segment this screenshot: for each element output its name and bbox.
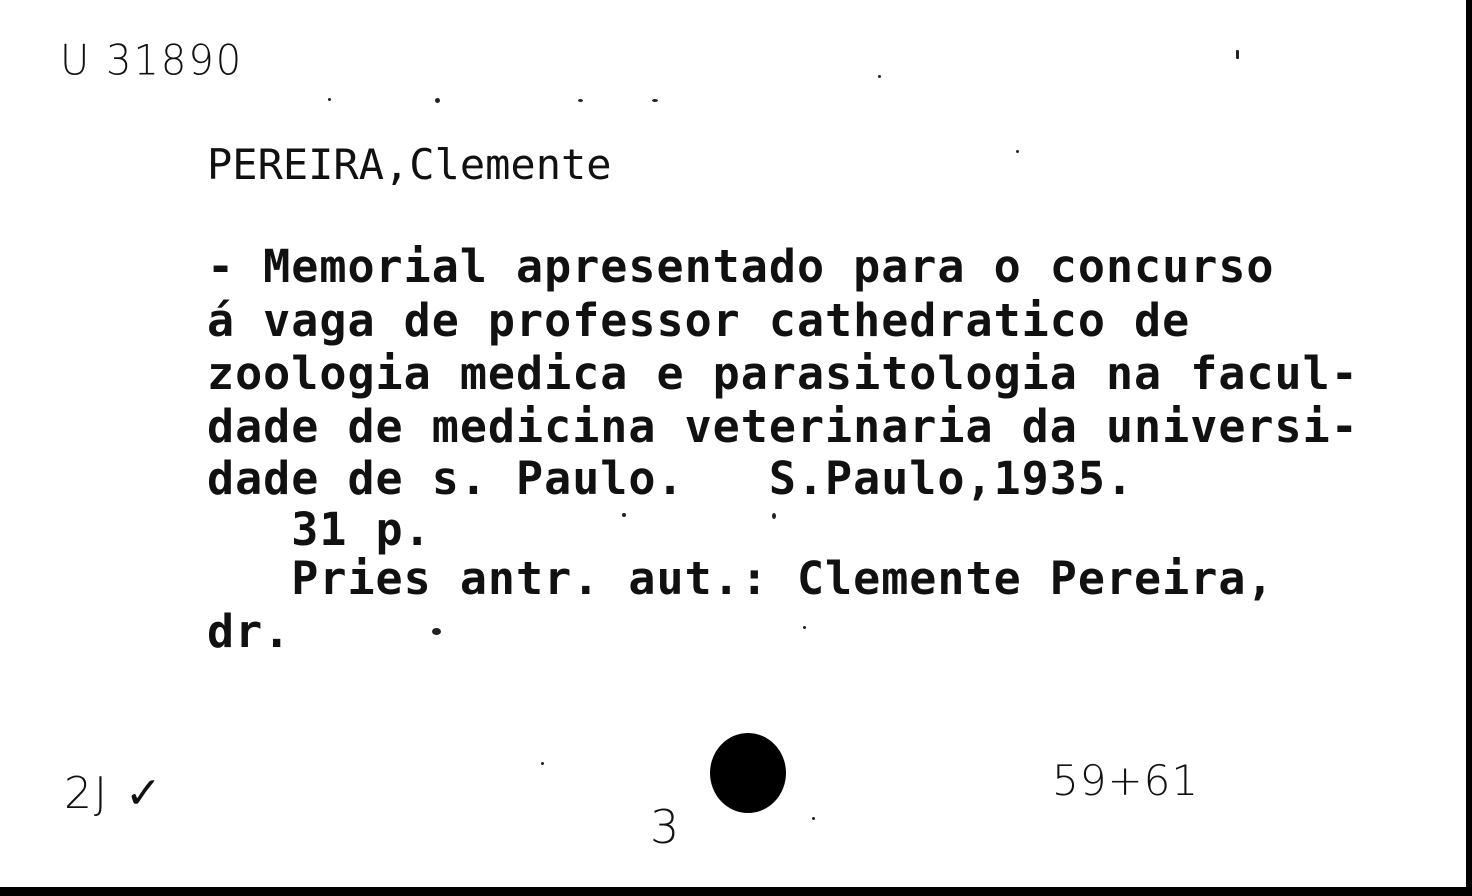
publication-line: dade de s. Paulo. S.Paulo,1935. [207, 452, 1135, 505]
punch-hole [710, 733, 786, 813]
scan-speck [652, 99, 658, 102]
description-line-3: zoologia medica e parasitologia na facul- [207, 347, 1359, 400]
scan-speck [878, 75, 881, 78]
scan-speck [812, 817, 815, 820]
description-line-4: dade de medicina veterinaria da universi- [207, 400, 1359, 453]
pagination-line: 31 p. [207, 503, 432, 556]
author-heading: PEREIRA,Clemente [207, 140, 612, 189]
scan-speck [622, 513, 626, 517]
scan-speck [1016, 150, 1019, 153]
scan-speck [578, 99, 583, 102]
handwritten-mark-left: 2J ✓ [64, 768, 164, 819]
scan-speck [1236, 50, 1239, 59]
scan-speck [803, 626, 806, 629]
handwritten-mark-center: 3 [650, 800, 682, 854]
call-number: U 31890 [60, 36, 244, 86]
scan-speck [541, 762, 544, 765]
scan-speck [435, 98, 440, 103]
note-line-1: Pries antr. aut.: Clemente Pereira, [207, 552, 1275, 605]
handwritten-mark-right: 59+61 [1052, 756, 1200, 805]
description-line-2: á vaga de professor cathedratico de [207, 294, 1191, 347]
scan-speck [328, 98, 331, 101]
note-line-2: dr. [207, 605, 292, 658]
scan-speck [432, 628, 441, 635]
description-line-1: - Memorial apresentado para o concurso [207, 240, 1275, 293]
scan-speck [772, 513, 776, 519]
